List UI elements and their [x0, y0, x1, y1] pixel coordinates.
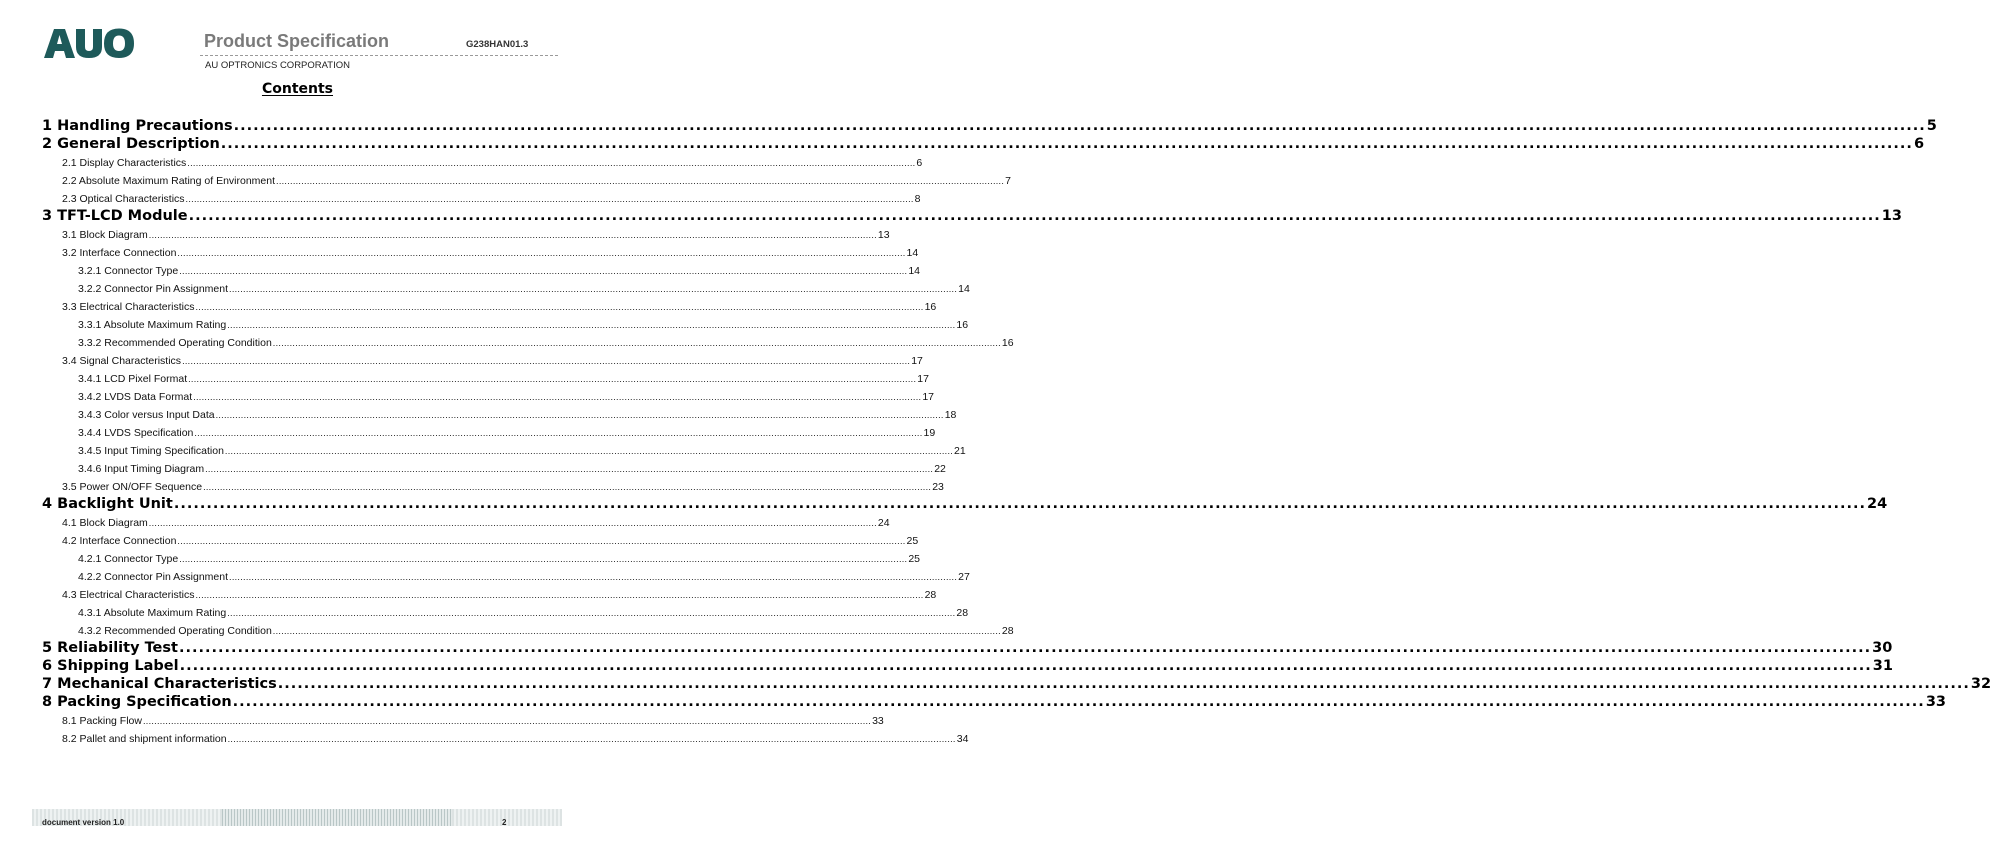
dot-leader: .................................................................................................................................................................................................................................................................... [179, 658, 1872, 674]
toc-entry-page: 33 [872, 715, 884, 727]
toc-entry[interactable] [78, 336, 1014, 350]
toc-entry-label: 3.3.2 Recommended Operating Condition [78, 337, 272, 349]
dot-leader: .................................................................................................................................................................................................................................................................... [272, 626, 1001, 636]
page-number: 2 [502, 818, 507, 827]
toc-entry[interactable] [78, 570, 970, 584]
dot-leader: .................................................................................................................................................................................................................................................................... [195, 590, 924, 600]
toc-entry-label: 3.4.5 Input Timing Specification [78, 445, 224, 457]
auo-logo [44, 28, 134, 58]
dot-leader: .................................................................................................................................................................................................................................................................... [179, 266, 908, 276]
toc-entry[interactable] [62, 228, 890, 242]
toc-entry[interactable] [62, 156, 923, 170]
toc-entry-page: 13 [1881, 208, 1902, 224]
toc-entry[interactable] [78, 426, 936, 440]
dot-leader: .................................................................................................................................................................................................................................................................... [177, 536, 906, 546]
company-name: AU OPTRONICS CORPORATION [205, 60, 350, 71]
dot-leader: .................................................................................................................................................................................................................................................................... [227, 734, 956, 744]
toc-entry[interactable] [78, 390, 934, 404]
dot-leader: .................................................................................................................................................................................................................................................................... [148, 230, 877, 240]
toc-entry-page: 24 [877, 517, 890, 529]
toc-entry-page: 25 [906, 535, 919, 547]
toc-entry[interactable] [42, 639, 1893, 657]
model-number: G238HAN01.3 [466, 39, 529, 50]
toc-entry-page: 17 [911, 355, 923, 367]
toc-entry[interactable] [62, 588, 937, 602]
toc-entry-label: 4.2.1 Connector Type [78, 553, 179, 565]
dot-leader: .................................................................................................................................................................................................................................................................... [187, 158, 916, 168]
toc-entry[interactable] [78, 606, 969, 620]
toc-entry-page: 23 [932, 481, 944, 493]
toc-entry-label: 4.2 Interface Connection [62, 535, 177, 547]
toc-entry-page: 14 [908, 265, 921, 277]
toc-entry-label: 6 Shipping Label [42, 658, 179, 674]
toc-entry-label: 3 TFT-LCD Module [42, 208, 188, 224]
dot-leader: .................................................................................................................................................................................................................................................................... [178, 640, 1872, 656]
toc-entry-label: 3.5 Power ON/OFF Sequence [62, 481, 203, 493]
dot-leader: .................................................................................................................................................................................................................................................................... [148, 518, 877, 528]
toc-entry-page: 16 [1001, 337, 1014, 349]
toc-entry-label: 4 Backlight Unit [42, 496, 173, 512]
contents-heading: Contents [261, 81, 334, 97]
toc-entry-page: 32 [1970, 676, 1991, 692]
toc-entry-label: 3.3.1 Absolute Maximum Rating [78, 319, 227, 331]
toc-entry-page: 17 [917, 373, 929, 385]
toc-entry-page: 21 [954, 445, 966, 457]
toc-entry-page: 14 [958, 283, 970, 295]
toc-entry-label: 3.3 Electrical Characteristics [62, 301, 195, 313]
toc-entry-page: 31 [1872, 658, 1893, 674]
toc-entry-label: 3.4.2 LVDS Data Format [78, 391, 193, 403]
toc-entry[interactable] [62, 714, 884, 728]
toc-entry[interactable] [62, 300, 937, 314]
toc-entry-label: 2 General Description [42, 136, 220, 152]
dot-leader: .................................................................................................................................................................................................................................................................... [224, 446, 954, 456]
toc-entry-page: 34 [956, 733, 969, 745]
toc-entry[interactable] [42, 657, 1893, 675]
toc-entry[interactable] [78, 552, 921, 566]
toc-entry-page: 16 [956, 319, 969, 331]
toc-entry-label: 8 Packing Specification [42, 694, 232, 710]
dot-leader: .................................................................................................................................................................................................................................................................... [188, 374, 917, 384]
toc-entry[interactable] [42, 675, 1991, 693]
header-divider [200, 55, 558, 56]
toc-entry[interactable] [78, 462, 946, 476]
toc-entry[interactable] [62, 480, 944, 494]
toc-entry-label: 4.1 Block Diagram [62, 517, 148, 529]
toc-entry-label: 1 Handling Precautions [42, 118, 233, 134]
toc-entry-page: 7 [1005, 175, 1011, 187]
toc-entry[interactable] [62, 516, 890, 530]
dot-leader: .................................................................................................................................................................................................................................................................... [233, 118, 1926, 134]
toc-entry-label: 4.3.1 Absolute Maximum Rating [78, 607, 227, 619]
toc-entry-page: 6 [916, 157, 923, 169]
toc-entry-page: 22 [934, 463, 946, 475]
toc-entry-label: 2.1 Display Characteristics [62, 157, 187, 169]
toc-entry-page: 33 [1925, 694, 1947, 710]
toc-entry[interactable] [78, 372, 929, 386]
toc-entry-label: 3.4.1 LCD Pixel Format [78, 373, 188, 385]
dot-leader: .................................................................................................................................................................................................................................................................... [142, 716, 872, 726]
toc-entry-page: 25 [908, 553, 921, 565]
toc-entry[interactable] [78, 318, 969, 332]
dot-leader: .................................................................................................................................................................................................................................................................... [215, 410, 944, 420]
toc-entry[interactable] [42, 117, 1937, 135]
dot-leader: .................................................................................................................................................................................................................................................................... [185, 194, 914, 204]
toc-entry-label: 5 Reliability Test [42, 640, 178, 656]
toc-entry-page: 5 [1926, 118, 1937, 134]
dot-leader: .................................................................................................................................................................................................................................................................... [195, 302, 924, 312]
toc-entry-label: 2.2 Absolute Maximum Rating of Environment [62, 175, 276, 187]
dot-leader: .................................................................................................................................................................................................................................................................... [272, 338, 1001, 348]
dot-leader: .................................................................................................................................................................................................................................................................... [229, 284, 958, 294]
toc-entry-page: 8 [914, 193, 921, 205]
toc-entry[interactable] [78, 264, 921, 278]
dot-leader: .................................................................................................................................................................................................................................................................... [229, 572, 958, 582]
toc-entry-label: 8.2 Pallet and shipment information [62, 733, 227, 745]
toc-entry[interactable] [62, 354, 923, 368]
dot-leader: .................................................................................................................................................................................................................................................................... [227, 608, 956, 618]
dot-leader: .................................................................................................................................................................................................................................................................... [203, 482, 932, 492]
toc-entry-page: 28 [924, 589, 937, 601]
dot-leader: .................................................................................................................................................................................................................................................................... [173, 496, 1867, 512]
toc-entry[interactable] [78, 444, 966, 458]
toc-entry-label: 3.2 Interface Connection [62, 247, 177, 259]
toc-entry[interactable] [62, 732, 969, 746]
dot-leader: .................................................................................................................................................................................................................................................................... [193, 392, 922, 402]
dot-leader: .................................................................................................................................................................................................................................................................... [188, 208, 1881, 224]
toc-entry[interactable] [42, 495, 1888, 513]
toc-entry-label: 4.3 Electrical Characteristics [62, 589, 195, 601]
dot-leader: .................................................................................................................................................................................................................................................................... [227, 320, 956, 330]
toc-entry-page: 19 [923, 427, 936, 439]
document-title: Product Specification [204, 31, 390, 51]
toc-entry-page: 30 [1872, 640, 1893, 656]
toc-entry-label: 4.3.2 Recommended Operating Condition [78, 625, 272, 637]
toc-entry[interactable] [42, 693, 1947, 711]
toc-entry-page: 17 [922, 391, 934, 403]
dot-leader: .................................................................................................................................................................................................................................................................... [232, 694, 1925, 710]
toc-entry-page: 27 [958, 571, 970, 583]
dot-leader: .................................................................................................................................................................................................................................................................... [277, 676, 1970, 692]
toc-entry-label: 7 Mechanical Characteristics [42, 676, 277, 692]
toc-entry[interactable] [78, 408, 957, 422]
toc-entry-page: 28 [1001, 625, 1014, 637]
toc-entry[interactable] [78, 624, 1014, 638]
toc-entry-page: 28 [956, 607, 969, 619]
dot-leader: .................................................................................................................................................................................................................................................................... [179, 554, 908, 564]
toc-entry-label: 3.4.3 Color versus Input Data [78, 409, 215, 421]
toc-entry-page: 13 [877, 229, 890, 241]
dot-leader: .................................................................................................................................................................................................................................................................... [182, 356, 911, 366]
toc-entry-label: 3.4 Signal Characteristics [62, 355, 182, 367]
toc-entry[interactable] [62, 246, 919, 260]
toc-entry-page: 6 [1913, 136, 1925, 152]
toc-entry-page: 16 [924, 301, 937, 313]
toc-entry-label: 3.4.6 Input Timing Diagram [78, 463, 205, 475]
toc-entry-label: 3.2.2 Connector Pin Assignment [78, 283, 229, 295]
toc-entry[interactable] [42, 135, 1925, 153]
dot-leader: .................................................................................................................................................................................................................................................................... [177, 248, 906, 258]
toc-entry[interactable] [62, 174, 1011, 188]
document-version: document version 1.0 [42, 818, 125, 827]
toc-entry-label: 3.4.4 LVDS Specification [78, 427, 194, 439]
dot-leader: .................................................................................................................................................................................................................................................................... [276, 176, 1005, 186]
toc-entry-page: 18 [944, 409, 957, 421]
toc-entry-label: 2.3 Optical Characteristics [62, 193, 185, 205]
toc-entry[interactable] [62, 192, 921, 206]
dot-leader: .................................................................................................................................................................................................................................................................... [220, 136, 1913, 152]
toc-entry-page: 14 [906, 247, 919, 259]
toc-entry-page: 24 [1867, 496, 1888, 512]
dot-leader: .................................................................................................................................................................................................................................................................... [205, 464, 934, 474]
toc-entry-label: 3.1 Block Diagram [62, 229, 148, 241]
toc-entry[interactable] [62, 534, 919, 548]
toc-entry-label: 3.2.1 Connector Type [78, 265, 179, 277]
toc-entry-label: 8.1 Packing Flow [62, 715, 142, 727]
toc-entry[interactable] [42, 207, 1902, 225]
toc-entry-label: 4.2.2 Connector Pin Assignment [78, 571, 229, 583]
toc-entry[interactable] [78, 282, 970, 296]
dot-leader: .................................................................................................................................................................................................................................................................... [194, 428, 923, 438]
